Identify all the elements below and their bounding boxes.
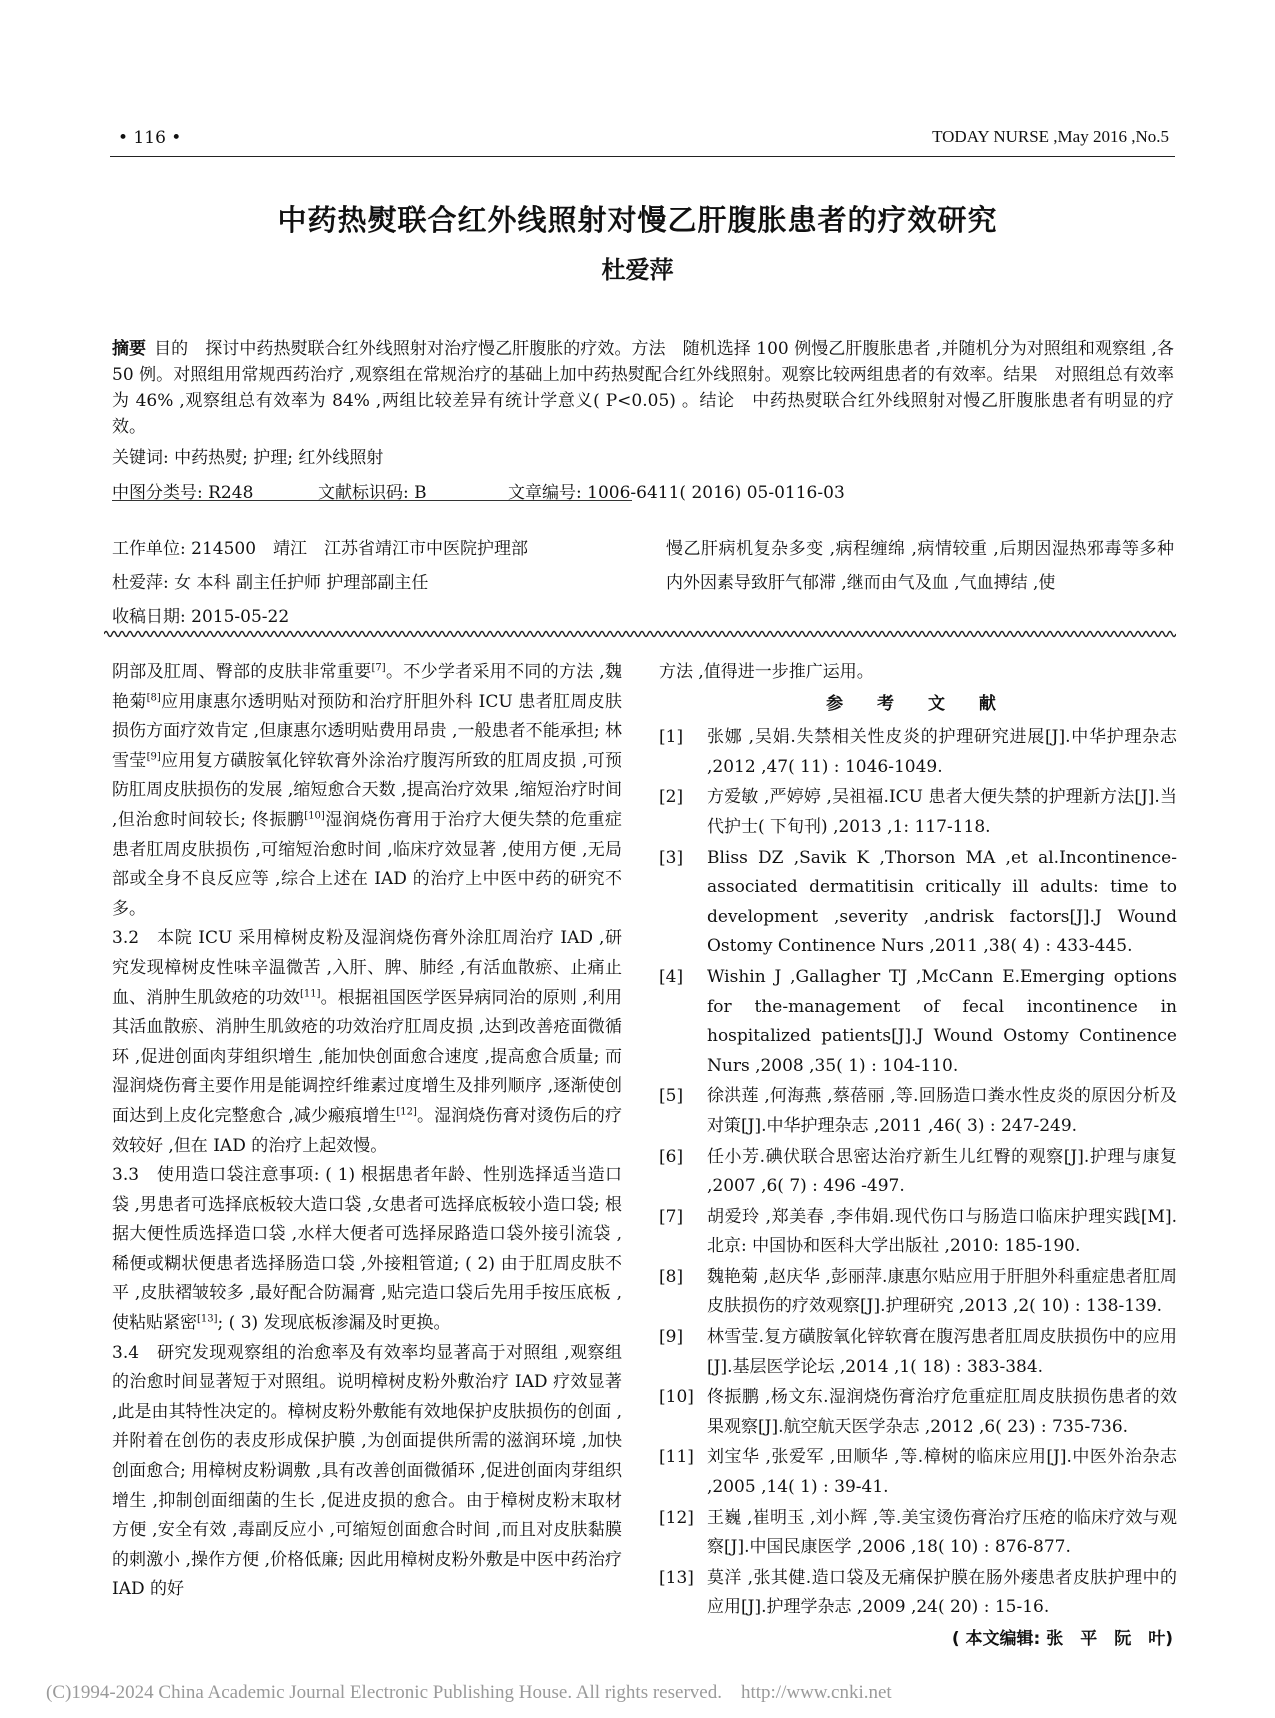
reference-number: [9] [659,1327,684,1348]
classification-rule [112,500,632,501]
abstract [112,336,1174,440]
left-column [112,658,622,1605]
intro-paragraph: 慢乙肝病机复杂多变 ,病程缠绵 ,病情较重 ,后期因湿热邪毒等多种内外因素导致肝气郁滞 ,继而由气及血 ,气血搏结 ,使 [666,539,1174,593]
reference-item [659,1203,1177,1262]
reference-item [659,844,1177,962]
reference-text: 胡爱玲 ,郑美春 ,李伟娟.现代伤口与肠造口临床护理实践[M].北京: 中国协和医科大学出版社 ,2010: 185-190. [707,1206,1177,1257]
clc-number: 中图分类号: R248 [112,483,254,503]
article-number: 文章编号: 1006-6411( 2016) 05-0116-03 [508,483,845,503]
reference-item [659,1443,1177,1502]
references-heading: 参 考 文 献 [826,693,1010,714]
paragraph: 阴部及肛周、臀部的皮肤非常重要[7]。不少学者采用不同的方法 ,魏艳菊[8]应用康惠尔透明贴对预防和治疗肝胆外科 ICU 患者肛周皮肤损伤方面疗效肯定 ,但康惠尔透明贴费用昂贵 ,一般患者不能承担; 林雪莹[9]应用复方磺胺氧化锌软膏外涂治疗腹泻所致的肛周皮损 ,可预防肛周皮肤损伤的发展 ,缩短愈合天数 ,提高治疗效果 ,缩短治疗时间 ,但治愈时间较长; 佟振鹏[10]湿润烧伤膏用于治疗大便失禁的危重症患者肛周皮肤损伤 ,可缩短治愈时间 ,临床疗效显著 ,使用方便 ,无局部或全身不良反应等 ,综合上述在 IAD 的治疗上中医中药的研究不多。 [112,662,623,919]
author-bio: 杜爱萍: 女 本科 副主任护师 护理部副主任 [112,573,429,593]
reference-text: 王巍 ,崔明玉 ,刘小辉 ,等.美宝烫伤膏治疗压疮的临床疗效与观察[J].中国民康医学 ,2006 ,18( 10) : 876-877. [707,1507,1177,1558]
author-info [112,532,528,634]
reference-text: 莫洋 ,张其健.造口袋及无痛保护膜在肠外瘘患者皮肤护理中的应用[J].护理学杂志 ,2009 ,24( 20) : 15-16. [707,1567,1177,1618]
reference-number: [13] [659,1567,694,1588]
reference-number: [7] [659,1206,684,1227]
reference-item [659,963,1177,1081]
article-title: 中药热熨联合红外线照射对慢乙肝腹胀患者的疗效研究 [277,203,998,237]
references-list [659,723,1177,1623]
doc-code: 文献标识码: B [318,483,427,503]
page-number: • 116 • [118,128,182,148]
reference-text: Bliss DZ ,Savik K ,Thorson MA ,et al.Incontinence-associated dermatitisin critically ill adults: time to development ,severity ,andrisk factors[J].J Wound Ostomy Continence Nurs ,2011 ,38( 4) : 433-445. [707,847,1177,957]
conclusion-text: 方法 ,值得进一步推广运用。 [659,662,874,682]
reference-item [659,1323,1177,1382]
reference-item [659,1082,1177,1141]
reference-number: [1] [659,727,684,748]
reference-number: [6] [659,1146,684,1167]
reference-text: 林雪莹.复方磺胺氧化锌软膏在腹泻患者肛周皮肤损伤中的应用[J].基层医学论坛 ,2014 ,1( 18) : 383-384. [707,1327,1177,1377]
reference-text: 魏艳菊 ,赵庆华 ,彭丽萍.康惠尔贴应用于肝胆外科重症患者肛周皮肤损伤的疗效观察[J].护理研究 ,2013 ,2( 10) : 138-139. [707,1266,1177,1317]
reference-item [659,783,1177,842]
reference-number: [2] [659,787,684,808]
reference-number: [10] [659,1387,694,1408]
journal-info: TODAY NURSE ,May 2016 ,No.5 [932,127,1169,146]
work-unit: 工作单位: 214500 靖江 江苏省靖江市中医院护理部 [112,539,529,559]
reference-text: Wishin J ,Gallagher TJ ,McCann E.Emerging options for the-management of fecal incontinence in hospitalized patients[J].J Wound Ostomy Continence Nurs ,2008 ,35( 1) : 104-110. [707,966,1177,1076]
copyright-footer: (C)1994-2024 China Academic Journal Electronic Publishing House. All rights reserved. http://www.cnki.net [46,1682,892,1703]
reference-item [659,1383,1177,1442]
reference-number: [12] [659,1507,694,1528]
reference-text: 任小芳.碘伏联合思密达治疗新生儿红臀的观察[J].护理与康复 ,2007 ,6( 7) : 496 -497. [707,1146,1177,1197]
paragraph: 3.3 使用造口袋注意事项: ( 1) 根据患者年龄、性别选择适当造口袋 ,男患者可选择底板较大造口袋 ,女患者可选择底板较小造口袋; 根据大便性质选择造口袋 ,水样大便者可选择尿路造口袋外接引流袋 ,稀便或糊状便患者选择肠造口袋 ,外接粗管道; ( 2) 由于肛周皮肤不平 ,皮肤褶皱较多 ,最好配合防漏膏 ,贴完造口袋后先用手按压底板 ,使粘贴紧密[13]; ( 3) 发现底板渗漏及时更换。 [112,1165,622,1334]
reference-text: 方爱敏 ,严婷婷 ,吴祖福.ICU 患者大便失禁的护理新方法[J].当代护士( 下旬刊) ,2013 ,1: 117-118. [707,787,1177,837]
header-rule [110,156,1175,157]
reference-number: [8] [659,1266,684,1287]
reference-number: [11] [659,1447,694,1468]
paragraph: 3.4 研究发现观察组的治愈率及有效率均显著高于对照组 ,观察组的治愈时间显著短于对照组。说明樟树皮粉外敷治疗 IAD 疗效显著 ,此是由其特性决定的。樟树皮粉外敷能有效地保护皮肤损伤的创面 ,并附着在创伤的表皮形成保护膜 ,为创面提供所需的滋润环境 ,加快创面愈合; 用樟树皮粉调敷 ,具有改善创面微循环 ,促进创面肉芽组织增生 ,抑制创面细菌的生长 ,促进皮损的愈合。由于樟树皮粉末取材方便 ,安全有效 ,毒副反应小 ,可缩短创面愈合时间 ,而且对皮肤黏膜的刺激小 ,操作方便 ,价格低廉; 因此用樟树皮粉外敷是中医中药治疗 IAD 的好 [112,1342,622,1600]
reference-text: 佟振鹏 ,杨文东.湿润烧伤膏治疗危重症肛周皮肤损伤患者的效果观察[J].航空航天医学杂志 ,2012 ,6( 23) : 735-736. [707,1387,1177,1437]
reference-text: 张娜 ,吴娟.失禁相关性皮炎的护理研究进展[J].中华护理杂志 ,2012 ,47( 11) : 1046-1049. [707,727,1177,777]
paragraph: 3.2 本院 ICU 采用樟树皮粉及湿润烧伤膏外涂肛周治疗 IAD ,研究发现樟树皮性味辛温微苦 ,入肝、脾、肺经 ,有活血散瘀、止痛止血、消肿生肌敛疮的功效[11]。根据祖国医学医异病同治的原则 ,利用其活血散瘀、消肿生肌敛疮的功效治疗肛周皮损 ,达到改善疮面微循环 ,促进创面肉芽组织增生 ,能加快创面愈合速度 ,提高愈合质量; 而湿润烧伤膏主要作用是能调控纤维素过度增生及排列顺序 ,逐渐使创面达到上皮化完整愈合 ,减少瘢痕增生[12]。湿润烧伤膏对烫伤后的疗效较好 ,但在 IAD 的治疗上起效慢。 [112,928,623,1156]
reference-text: 徐洪莲 ,何海燕 ,蔡蓓丽 ,等.回肠造口粪水性皮炎的原因分析及对策[J].中华护理杂志 ,2011 ,46( 3) : 247-249. [707,1086,1177,1136]
reference-number: [5] [659,1086,684,1107]
reference-item [659,1263,1177,1322]
reference-number: [4] [659,966,684,987]
reference-item [659,723,1177,782]
reference-item [659,1504,1177,1563]
article-author: 杜爱萍 [601,256,674,284]
received-date: 收稿日期: 2015-05-22 [112,607,290,627]
abstract-text: 目的 探讨中药热熨联合红外线照射对治疗慢乙肝腹胀的疗效。方法 随机选择 100 例慢乙肝腹胀患者 ,并随机分为对照组和观察组 ,各 50 例。对照组用常规西药治疗 ,观察组在常规治疗的基础上加中药热熨配合红外线照射。观察比较两组患者的有效率。结果 对照组总有效率为 46% ,观察组总有效率为 84% ,两组比较差异有统计学意义( P<0.05) 。结论 中药热熨联合红外线照射对慢乙肝腹胀患者有明显的疗效。 [112,339,1175,437]
abstract-label: 摘要 [112,339,147,359]
reference-item [659,1564,1177,1623]
reference-number: [3] [659,847,684,868]
reference-item [659,1143,1177,1202]
reference-text: 刘宝华 ,张爱军 ,田顺华 ,等.樟树的临床应用[J].中医外治杂志 ,2005 ,14( 1) : 39-41. [707,1447,1177,1498]
editor-note: ( 本文编辑: 张 平 阮 叶) [951,1629,1173,1649]
right-column [659,658,1177,1655]
keywords: 关键词: 中药热熨; 护理; 红外线照射 [112,448,384,468]
wavy-divider [104,629,1176,639]
